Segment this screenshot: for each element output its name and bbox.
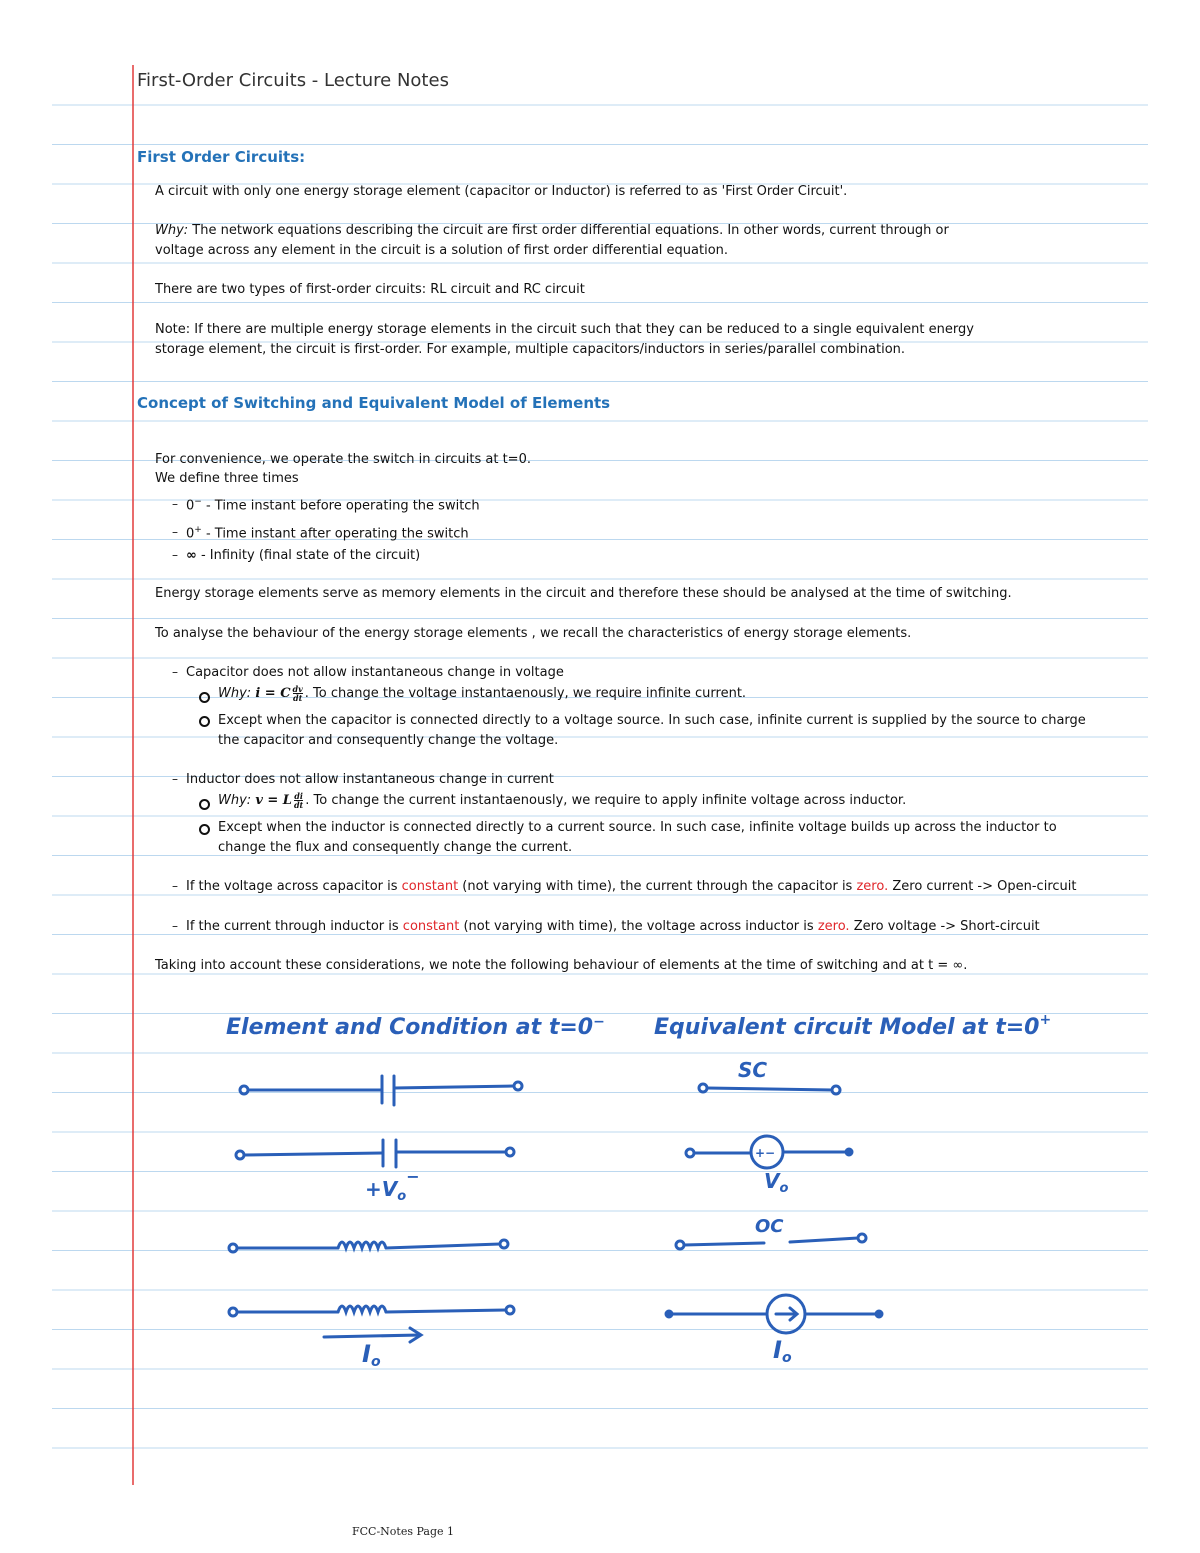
label-io-left: Io (362, 1340, 381, 1370)
paragraph-analyse: To analyse the behaviour of the energy storage elements , we recall the characteristics of energy storage elements. (155, 626, 912, 641)
dash-bullet: – (172, 665, 178, 679)
paragraph-why-line2: voltage across any element in the circuit is a solution of first order differential equation. (155, 243, 729, 258)
section-heading-first-order: First Order Circuits: (137, 148, 306, 166)
inductor-except: Except when the inductor is connected directly to a current source. In such case, infinite voltage builds up across the inductor to (218, 820, 1057, 835)
inductor-element (229, 1240, 508, 1252)
open-circuit-model (676, 1216, 866, 1249)
inductor-why: Why: v = L $\frac{di}{dt}$ . To change the current instantaenously, we require to apply infinite voltage across inductor. (218, 791, 907, 810)
paragraph-taking-account: Taking into account these considerations, we note the following behaviour of elements at the time of switching and at t = ∞. (155, 958, 968, 973)
charged-capacitor-element (236, 1140, 514, 1204)
inductor-point: Inductor does not allow instantaneous change in current (186, 772, 554, 787)
paragraph-note-line2: storage element, the circuit is first-order. For example, multiple capacitors/inductors in series/parallel combination. (155, 342, 906, 357)
short-circuit-model (699, 1058, 840, 1094)
time-item-0-minus: 0− - Time instant before operating the switch (186, 497, 480, 514)
label-vo-left: $+V_o^-$ (365, 1167, 420, 1204)
why-text: The network equations describing the circuit are first order differential equations. In other words, current through or (188, 223, 949, 238)
capacitor-element (240, 1076, 522, 1105)
capacitor-point: Capacitor does not allow instantaneous change in voltage (186, 665, 564, 680)
dash-bullet: – (172, 497, 178, 511)
dash-bullet: – (172, 548, 178, 562)
label-sc: SC (738, 1058, 768, 1082)
page-footer: FCC-Notes Page 1 (352, 1525, 455, 1538)
label-io-right: Io (773, 1336, 792, 1366)
paragraph-definition: A circuit with only one energy storage element (capacitor or Inductor) is referred to as 'First Order Circuit'. (155, 184, 848, 199)
dash-bullet: – (172, 919, 178, 933)
paragraph-define-times: We define three times (155, 471, 299, 486)
dash-bullet: – (172, 772, 178, 786)
capacitor-except: Except when the capacitor is connected directly to a voltage source. In such case, infinite current is supplied by the source to charge (218, 713, 1086, 728)
time-item-0-plus: 0+ - Time instant after operating the switch (186, 525, 469, 542)
section-heading-switching: Concept of Switching and Equivalent Model of Elements (137, 394, 611, 412)
page-title: First-Order Circuits - Lecture Notes (137, 70, 449, 91)
label-oc: OC (755, 1216, 784, 1237)
inductor-except-line2: change the flux and consequently change the current. (218, 840, 573, 855)
voltage-source-model (686, 1136, 852, 1196)
paragraph-note: Note: If there are multiple energy storage elements in the circuit such that they can be reduced to a single equivalent energy (155, 322, 974, 337)
diagram-right-heading: Equivalent circuit Model at t=0+ (654, 1012, 1052, 1040)
why-label: Why: (155, 223, 189, 238)
capacitor-why: Why: i = C $\frac{dv}{dt}$ . To change the voltage instantaenously, we require infinite current. (218, 684, 747, 703)
dash-bullet: – (172, 525, 178, 539)
rule-inductor-constant: If the current through inductor is constant (not varying with time), the voltage across inductor is zero. Zero voltage -> Short-circuit (186, 919, 1040, 934)
capacitor-except-line2: the capacitor and consequently change the voltage. (218, 733, 559, 748)
paragraph-energy-storage: Energy storage elements serve as memory elements in the circuit and therefore these should be analysed at the time of switching. (155, 586, 1012, 601)
source-polarity: +− (755, 1146, 776, 1160)
current-source-model (666, 1295, 882, 1366)
paragraph-convenience: For convenience, we operate the switch in circuits at t=0. (155, 452, 531, 467)
paragraph-types: There are two types of first-order circuits: RL circuit and RC circuit (155, 282, 585, 297)
inductor-with-current-element (229, 1306, 514, 1370)
dash-bullet: – (172, 879, 178, 893)
rule-capacitor-constant: If the voltage across capacitor is constant (not varying with time), the current through the capacitor is zero. Zero current -> Open-circuit (186, 879, 1077, 894)
diagram-left-heading: Element and Condition at t=0− (226, 1014, 605, 1040)
time-item-infinity: ∞ - Infinity (final state of the circuit) (186, 548, 421, 563)
label-vo-right: $V_o$ (764, 1169, 789, 1196)
